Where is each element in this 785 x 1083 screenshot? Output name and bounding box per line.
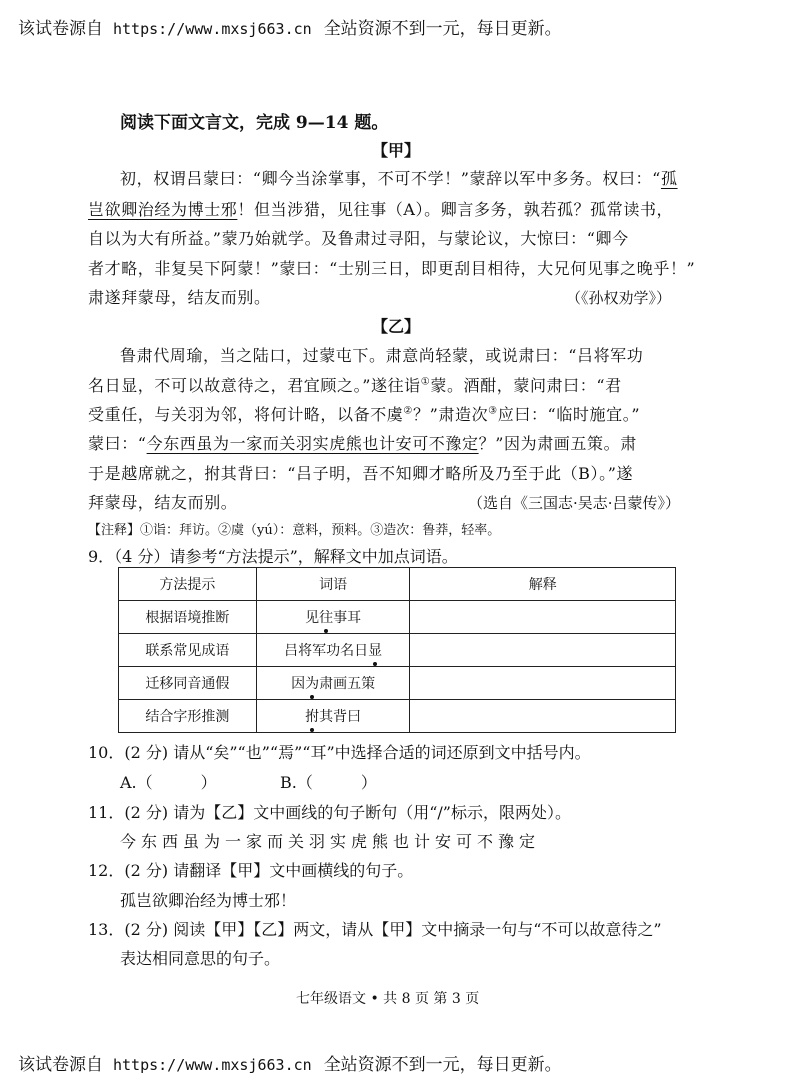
emphasis-dot: 显 (368, 640, 382, 660)
banner-left: 该试卷源自 (18, 19, 103, 39)
jia-source: （《孙权劝学》） (566, 289, 672, 307)
answer-cell[interactable] (410, 601, 676, 634)
answer-cell[interactable] (410, 634, 676, 667)
jia-line-2: 岂欲卿治经为博士邪！但当涉猎，见往事（A）。卿言多务，孰若孤？孤常读书， (88, 200, 674, 219)
emphasis-dot: 往 (319, 607, 333, 627)
word-cell: 吕将军功名日显 (256, 634, 410, 667)
table-row (119, 667, 676, 700)
q11-sentence: 今东西虽为一家而关羽实虎熊也计安可不豫定 (120, 832, 541, 851)
emphasis-dot: 为 (305, 673, 319, 693)
word-cell: 拊其背曰 (256, 700, 410, 733)
answer-b-blank[interactable]: B.（ ） (280, 773, 377, 792)
header-explain: 解释 (410, 568, 676, 601)
answer-a-blank[interactable]: A.（ ） (120, 773, 217, 792)
jia-line-4: 者才略，非复吴下阿蒙！”蒙曰：“士别三日，即更刮目相待，大兄何见事之晚乎！” (88, 259, 696, 278)
question-11: 11．(2 分) 请为【乙】文中画线的句子断句（用“/”标示，限两处）。 (88, 803, 571, 822)
annotations: 【注释】①诣：拜访。②虞（yú）：意料，预料。③造次：鲁莽，轻率。 (88, 523, 501, 538)
banner-right: 全站资源不到一元，每日更新。 (323, 1055, 562, 1075)
question-9: 9．（4 分）请参考“方法提示”，解释文中加点词语。 (88, 547, 458, 566)
word-cell: 因为肃画五策 (256, 667, 410, 700)
method-table (118, 567, 676, 733)
section-heading: 阅读下面文言文，完成 9—14 题。 (120, 113, 389, 133)
yi-line-6: 拜蒙母，结友而别。 (88, 493, 238, 512)
answer-cell[interactable] (410, 700, 676, 733)
banner-left: 该试卷源自 (18, 1055, 103, 1075)
question-13: 13．(2 分) 阅读【甲】【乙】两文，请从【甲】文中摘录一句与“不可以故意待之” (88, 920, 662, 939)
method-cell: 结合字形推测 (119, 700, 257, 733)
method-cell: 迁移同音通假 (119, 667, 257, 700)
table-row (119, 700, 676, 733)
jia-title: 【甲】 (372, 141, 421, 160)
yi-source: （选自《三国志·吴志·吕蒙传》） (468, 494, 681, 512)
top-banner (18, 14, 562, 39)
yi-line-5: 于是越席就之，拊其背曰：“吕子明，吾不知卿才略所及乃至于此（B）。”遂 (88, 464, 634, 483)
emphasis-dot: 拊 (305, 706, 319, 726)
question-12: 12．(2 分) 请翻译【甲】文中画横线的句子。 (88, 861, 414, 880)
header-method: 方法提示 (119, 568, 257, 601)
table-header-row (119, 568, 676, 601)
bottom-banner (18, 1050, 562, 1075)
table-row (119, 634, 676, 667)
question-13-cont: 表达相同意思的句子。 (120, 949, 281, 968)
jia-line-3: 自以为大有所益。”蒙乃始就学。及鲁肃过寻阳，与蒙论议，大惊曰：“卿今 (88, 229, 629, 248)
banner-url[interactable]: https://www.mxsj663.cn (113, 1056, 312, 1074)
method-cell: 根据语境推断 (119, 601, 257, 634)
banner-right: 全站资源不到一元，每日更新。 (323, 19, 562, 39)
jia-line-1: 初，权谓吕蒙曰：“卿今当涂掌事，不可不学！”蒙辞以军中多务。权曰：“孤 (120, 169, 678, 188)
banner-url[interactable]: https://www.mxsj663.cn (113, 20, 312, 38)
method-cell: 联系常见成语 (119, 634, 257, 667)
answer-cell[interactable] (410, 667, 676, 700)
header-word: 词语 (256, 568, 410, 601)
word-cell: 见往事耳 (256, 601, 410, 634)
jia-line-5: 肃遂拜蒙母，结友而别。 (88, 288, 271, 307)
yi-line-3: 受重任，与关羽为邻，将何计略，以备不虞②？”肃造次③应曰：“临时施宜。” (88, 405, 641, 424)
yi-line-2: 名日显，不可以故意待之，君宜顾之。”遂往诣①蒙。酒酣，蒙问肃曰：“君 (88, 376, 622, 395)
question-10: 10．(2 分) 请从“矣”“也”“焉”“耳”中选择合适的词还原到文中括号内。 (88, 743, 591, 762)
yi-line-4: 蒙曰：“今东西虽为一家而关羽实虎熊也计安可不豫定？”因为肃画五策。肃 (88, 434, 637, 453)
q12-sentence: 孤岂欲卿治经为博士邪！ (120, 891, 297, 910)
page-footer: 七年级语文 • 共 8 页 第 3 页 (296, 991, 480, 1007)
table-row (119, 601, 676, 634)
yi-title: 【乙】 (372, 317, 421, 336)
yi-line-1: 鲁肃代周瑜，当之陆口，过蒙屯下。肃意尚轻蒙，或说肃曰：“吕将军功 (120, 346, 644, 365)
